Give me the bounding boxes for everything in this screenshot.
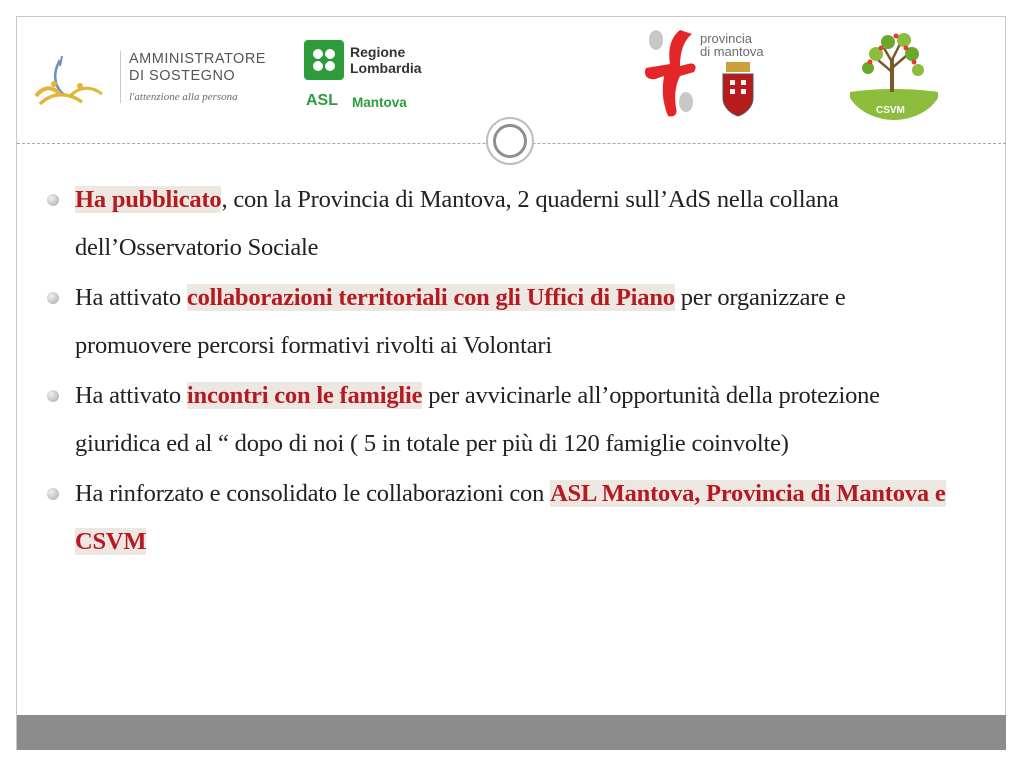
regione-lombardia-logo [304,40,454,115]
bullet-item-publications [44,176,964,271]
bullet-text-pre: Ha attivato [75,284,187,311]
bullet-highlight: ASL Mantova, Provincia di Mantova e CSVM [75,480,946,555]
lombardia-rose-icon [304,40,344,80]
csvm-logo [848,28,940,120]
provincia-text-line2: di mantova [700,44,764,59]
bullet-text: per avvicinarle all’opportunità della protezione giuridica ed al “ dopo di noi ( 5 in totale per più di 120 famiglie coinvolte) [75,382,880,457]
bullet-text-pre: Ha attivato [75,382,187,409]
bullet-dot-icon [47,390,59,402]
bullet-dot-icon [47,194,59,206]
bullet-text: per organizzare e promuovere percorsi formativi rivolti ai Volontari [75,284,846,359]
lombardia-name-line2: Lombardia [350,60,422,76]
bullet-highlight: Ha pubblicato [75,186,222,213]
lombardia-name-line1: Regione [350,44,406,60]
bullet-item-family-meetings [44,372,964,467]
circle-ornament [486,117,534,165]
ads-name-line1: AMMINISTRATORE [129,51,266,67]
bullet-highlight: incontri con le famiglie [186,382,423,409]
asl-label: ASL [306,92,338,109]
provincia-coat-of-arms-icon [720,62,756,118]
bullet-list [44,176,964,568]
asl-city: Mantova [352,95,407,110]
ads-logo [30,48,270,113]
ads-tagline: l'attenzione alla persona [129,91,238,103]
csvm-label: CSVM [876,105,905,116]
provincia-figure-icon [640,28,700,120]
bullet-item-partnerships [44,470,964,565]
footer-band [17,715,1006,750]
bullet-dot-icon [47,488,59,500]
bullet-dot-icon [47,292,59,304]
ads-emblem-icon [30,52,110,114]
ads-name-line2: DI SOSTEGNO [129,68,236,84]
bullet-highlight: collaborazioni territoriali con gli Uffici di Piano [186,284,675,311]
bullet-text: , con la Provincia di Mantova, 2 quaderni sull’AdS nella collana dell’Osservatorio Sociale [75,186,839,261]
provincia-mantova-logo [640,28,770,123]
bullet-text-pre: Ha rinforzato e consolidato le collaborazioni con [75,480,551,507]
ads-text-block [120,51,266,103]
bullet-item-collaborations [44,274,964,369]
provincia-text-line1: provincia [700,31,753,46]
